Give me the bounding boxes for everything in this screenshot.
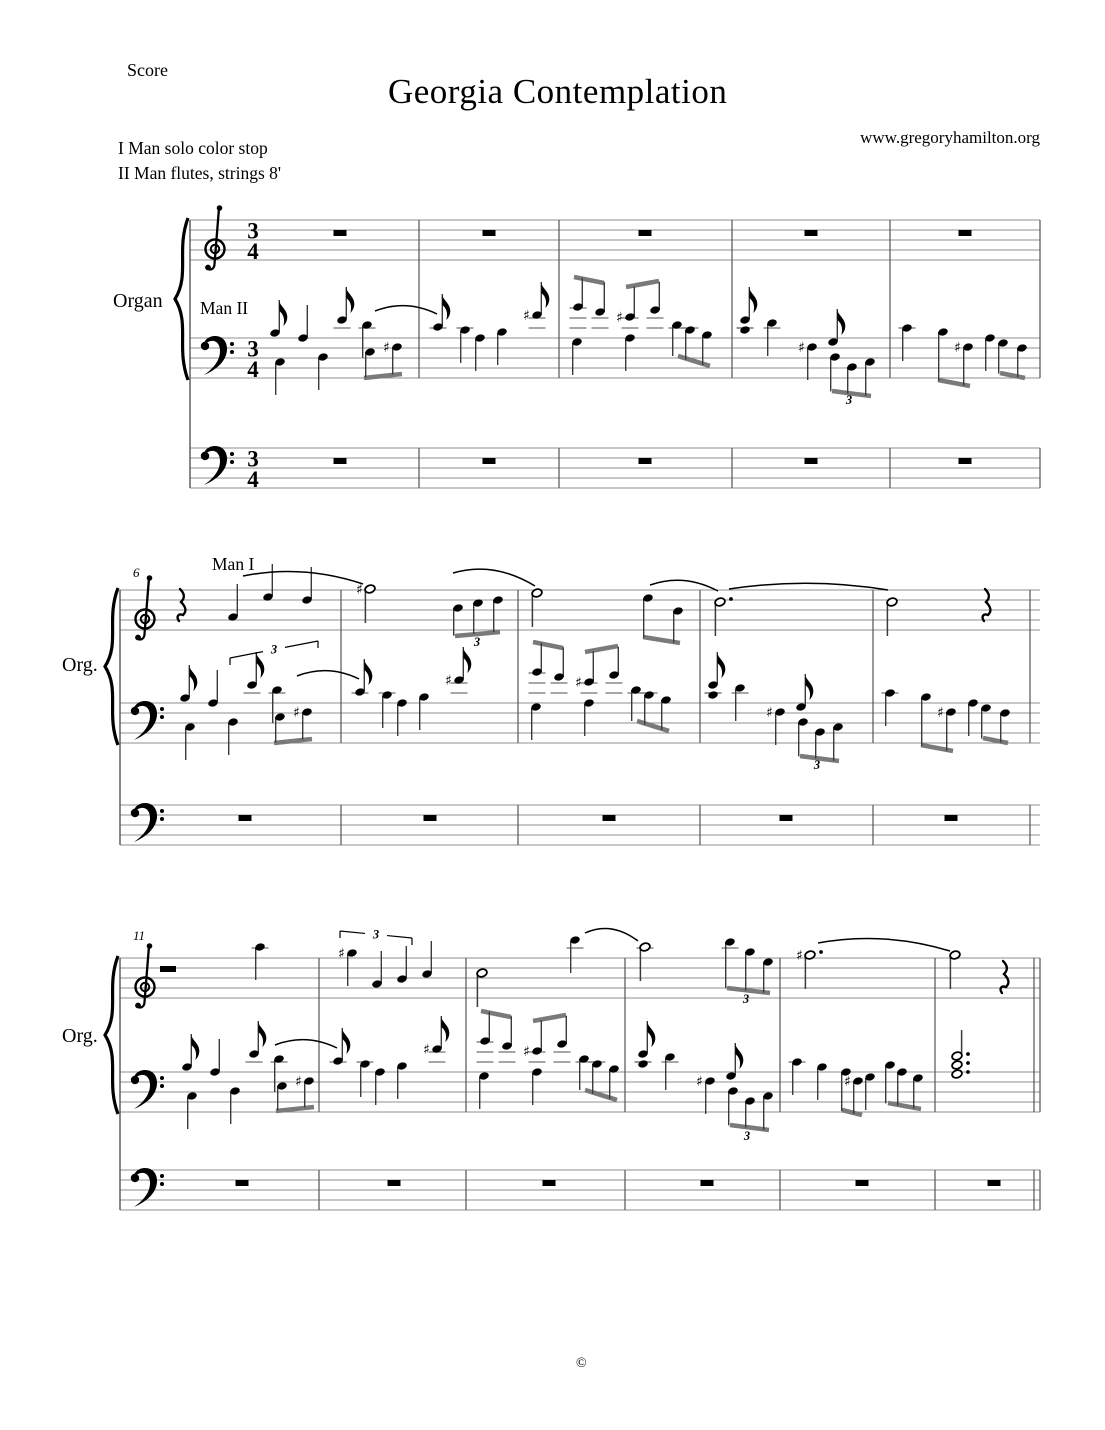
beam <box>842 1110 862 1115</box>
tuplet-number: 3 <box>473 635 481 649</box>
eighth-flag <box>258 1021 266 1047</box>
sharp-icon: ♯ <box>696 1073 703 1090</box>
system-brace <box>105 956 118 1114</box>
slur <box>729 583 888 590</box>
treble-clef-icon <box>135 1003 141 1009</box>
slur <box>585 929 638 942</box>
treble-clef-icon <box>135 635 141 641</box>
beam <box>1000 373 1025 378</box>
instrument-label: Organ <box>113 290 163 312</box>
whole-rest <box>945 815 958 821</box>
eighth-flag <box>189 665 197 691</box>
beam <box>533 642 563 648</box>
slur <box>650 580 718 591</box>
tuplet-number: 3 <box>845 393 853 407</box>
sharp-icon: ♯ <box>423 1041 430 1058</box>
eighth-flag <box>541 282 549 308</box>
tuplet-bracket <box>340 931 365 933</box>
bass-clef-icon <box>160 1182 164 1186</box>
time-signature-numerator: 3 <box>247 336 259 362</box>
beam <box>585 646 618 652</box>
whole-rest <box>805 458 818 464</box>
bass-clef-icon <box>230 350 234 354</box>
whole-rest <box>603 815 616 821</box>
bass-clef-icon <box>201 342 209 350</box>
augmentation-dot <box>966 1052 970 1056</box>
bass-clef-icon <box>203 446 227 485</box>
sharp-icon: ♯ <box>383 339 390 356</box>
bass-clef-icon <box>230 460 234 464</box>
eighth-flag <box>441 1016 449 1042</box>
tuplet-number: 3 <box>270 642 278 657</box>
bass-clef-icon <box>203 336 227 375</box>
beam <box>481 1011 511 1017</box>
treble-clef-icon <box>217 205 223 211</box>
bass-clef-icon <box>160 809 164 813</box>
half-notehead <box>476 968 488 978</box>
half-notehead <box>364 584 376 594</box>
eighth-flag <box>463 647 471 673</box>
eighth-flag <box>735 1043 743 1069</box>
sharp-icon: ♯ <box>796 947 803 964</box>
slur <box>243 572 363 585</box>
treble-clef-icon <box>147 943 153 949</box>
beam <box>921 745 953 751</box>
notehead <box>739 325 750 335</box>
sharp-icon: ♯ <box>844 1073 851 1090</box>
augmentation-dot <box>966 1070 970 1074</box>
copyright-symbol: © <box>576 1356 587 1371</box>
whole-rest <box>959 230 972 236</box>
slur <box>297 671 359 679</box>
beam <box>888 1103 921 1109</box>
manual-direction: Man II <box>200 298 249 318</box>
sharp-icon: ♯ <box>798 339 805 356</box>
eighth-flag <box>279 300 287 326</box>
beam <box>364 374 402 378</box>
beam <box>643 637 680 643</box>
half-notehead <box>639 942 651 952</box>
whole-rest <box>239 815 252 821</box>
tuplet-number: 3 <box>742 992 750 1006</box>
notehead <box>637 1059 648 1069</box>
chord-notehead <box>951 1051 963 1061</box>
bass-clef-icon <box>230 452 234 456</box>
registration-line-2: II Man flutes, strings 8' <box>118 163 282 183</box>
tuplet-number: 3 <box>743 1129 751 1143</box>
time-signature-numerator: 3 <box>247 218 259 244</box>
beam <box>276 1107 314 1111</box>
bass-clef-icon <box>160 715 164 719</box>
slur <box>375 306 437 314</box>
whole-rest <box>483 458 496 464</box>
system-2 <box>62 554 1040 845</box>
bass-clef-icon <box>133 803 157 842</box>
half-notehead <box>714 597 726 607</box>
eighth-flag <box>837 309 845 335</box>
instrument-label: Org. <box>62 654 98 676</box>
slur <box>818 939 950 952</box>
whole-rest <box>334 230 347 236</box>
augmentation-dot <box>819 950 823 954</box>
system-brace <box>175 218 188 380</box>
beam <box>274 739 312 743</box>
measure-number: 6 <box>133 565 140 580</box>
sharp-icon: ♯ <box>937 704 944 721</box>
treble-clef-icon <box>145 578 150 634</box>
eighth-flag <box>805 674 813 700</box>
tuplet-bracket <box>387 936 412 938</box>
slur <box>453 569 535 586</box>
sharp-icon: ♯ <box>356 581 363 598</box>
manual-direction: Man I <box>212 554 255 574</box>
sharp-icon: ♯ <box>954 339 961 356</box>
quarter-rest <box>983 589 991 621</box>
whole-rest <box>701 1180 714 1186</box>
registration-line-1: I Man solo color stop <box>118 138 268 158</box>
time-signature-numerator: 3 <box>247 446 259 472</box>
beam <box>938 380 970 386</box>
beam <box>574 277 604 283</box>
sharp-icon: ♯ <box>295 1073 302 1090</box>
whole-rest <box>959 458 972 464</box>
beam <box>983 738 1008 743</box>
system-brace <box>105 588 118 745</box>
chord-notehead <box>951 1069 963 1079</box>
bass-clef-icon <box>131 1174 139 1182</box>
whole-rest <box>780 815 793 821</box>
eighth-flag <box>442 294 450 320</box>
whole-rest <box>483 230 496 236</box>
eighth-flag <box>191 1034 199 1060</box>
whole-rest <box>543 1180 556 1186</box>
whole-rest <box>388 1180 401 1186</box>
instrument-label: Org. <box>62 1025 98 1047</box>
sharp-icon: ♯ <box>616 309 623 326</box>
whole-rest <box>639 458 652 464</box>
tuplet-number: 3 <box>813 758 821 772</box>
score-label: Score <box>127 60 168 80</box>
whole-rest <box>988 1180 1001 1186</box>
notehead <box>707 690 718 700</box>
half-rest <box>160 966 176 972</box>
sharp-icon: ♯ <box>445 672 452 689</box>
quarter-rest <box>178 589 186 621</box>
bass-clef-icon <box>131 707 139 715</box>
whole-rest <box>236 1180 249 1186</box>
bass-clef-icon <box>133 1070 157 1109</box>
whole-rest <box>424 815 437 821</box>
bass-clef-icon <box>133 701 157 740</box>
eighth-flag <box>749 287 757 313</box>
bass-clef-icon <box>160 817 164 821</box>
eighth-flag <box>717 652 725 678</box>
bass-clef-icon <box>160 1174 164 1178</box>
eighth-flag <box>342 1028 350 1054</box>
eighth-flag <box>346 287 354 313</box>
whole-rest <box>805 230 818 236</box>
eighth-flag <box>364 659 372 685</box>
slur <box>275 1040 337 1048</box>
system-3 <box>62 928 1040 1211</box>
sharp-icon: ♯ <box>523 1043 530 1060</box>
bass-clef-icon <box>230 342 234 346</box>
bass-clef-icon <box>160 1084 164 1088</box>
treble-clef-icon <box>145 946 150 1002</box>
sharp-icon: ♯ <box>523 307 530 324</box>
tuplet-bracket <box>285 641 318 647</box>
tuplet-number: 3 <box>372 927 380 942</box>
beam <box>626 281 659 287</box>
sharp-icon: ♯ <box>766 704 773 721</box>
treble-clef-icon <box>205 265 211 271</box>
augmentation-dot <box>966 1061 970 1065</box>
sharp-icon: ♯ <box>575 674 582 691</box>
sharp-icon: ♯ <box>293 704 300 721</box>
whole-rest <box>856 1180 869 1186</box>
sharp-icon: ♯ <box>338 945 345 962</box>
time-signature-denominator: 4 <box>247 239 259 264</box>
treble-clef-icon <box>147 575 153 581</box>
eighth-flag <box>256 652 264 678</box>
half-notehead <box>886 597 898 607</box>
chord-notehead <box>951 1060 963 1070</box>
bass-clef-icon <box>160 707 164 711</box>
bass-clef-icon <box>131 1076 139 1084</box>
eighth-flag <box>647 1021 655 1047</box>
bass-clef-icon <box>131 809 139 817</box>
measure-number: 11 <box>133 928 146 943</box>
whole-rest <box>334 458 347 464</box>
website-text: www.gregoryhamilton.org <box>860 128 1040 147</box>
whole-rest <box>639 230 652 236</box>
system-1 <box>113 205 1040 492</box>
bass-clef-icon <box>133 1168 157 1207</box>
time-signature-denominator: 4 <box>247 357 259 382</box>
bass-clef-icon <box>160 1076 164 1080</box>
bass-clef-icon <box>201 452 209 460</box>
augmentation-dot <box>729 597 733 601</box>
page-title: Georgia Contemplation <box>388 72 728 111</box>
beam <box>533 1015 566 1021</box>
treble-clef-icon <box>215 208 220 264</box>
time-signature-denominator: 4 <box>247 467 259 492</box>
